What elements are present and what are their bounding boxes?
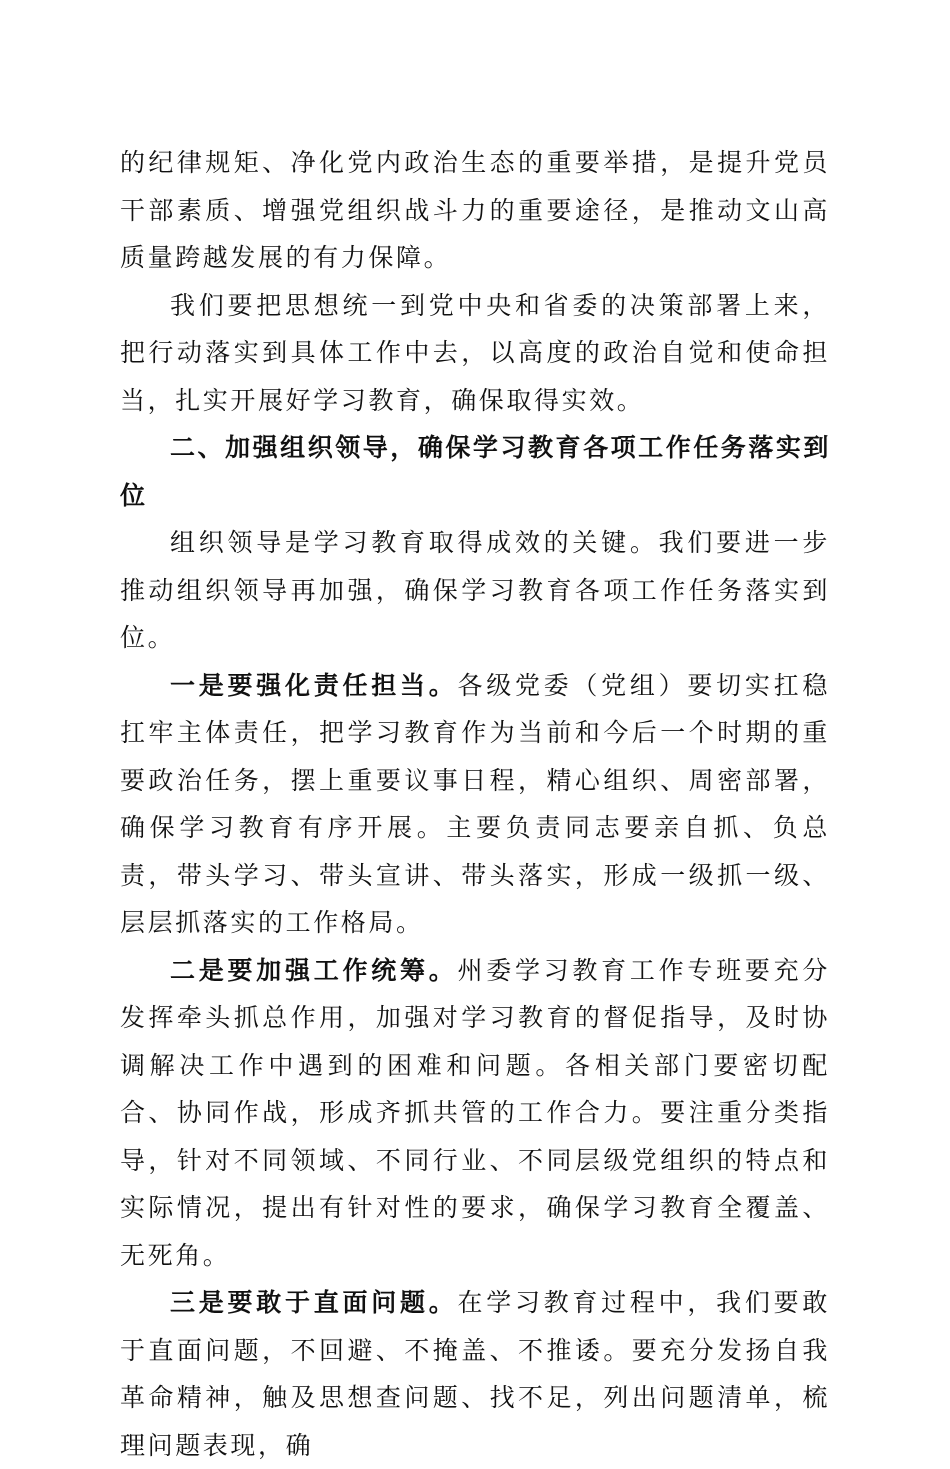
section-heading-2 <box>120 424 830 519</box>
point-lead-text: 一是要强化责任担当。 <box>170 670 458 700</box>
paragraph-text: 的纪律规矩、净化党内政治生态的重要举措，是提升党员干部素质、增强党组织战斗力的重要途径，是推动文山高质量跨越发展的有力保障。 <box>120 148 830 272</box>
point-lead-text: 三是要敢于直面问题。 <box>170 1288 458 1317</box>
paragraph-text: 州委学习教育工作专班要充分发挥牵头抓总作用，加强对学习教育的督促指导，及时协调解决工作中遇到的困难和问题。各相关部门要密切配合、协同作战，形成齐抓共管的工作合力。要注重分类指导，针对不同领域、不同行业、不同层级党组织的特点和实际情况，提出有针对性的要求，确保学习教育全覆盖、无死角。 <box>120 955 830 1270</box>
paragraph-point-3 <box>120 1279 830 1469</box>
paragraph-unify-thinking <box>120 282 830 425</box>
paragraph-text: 组织领导是学习教育取得成效的关键。我们要进一步推动组织领导再加强，确保学习教育各项工作任务落实到位。 <box>120 528 830 652</box>
paragraph-point-1 <box>120 662 830 947</box>
document-body <box>120 139 830 1469</box>
paragraph-text: 在学习教育过程中，我们要敢于直面问题，不回避、不掩盖、不推诿。要充分发扬自我革命精神，触及思想查问题、找不足，列出问题清单，梳理问题表现，确 <box>120 1288 830 1460</box>
section-heading-text: 二、加强组织领导，确保学习教育各项工作任务落实到位 <box>120 433 830 510</box>
paragraph-text: 各级党委（党组）要切实扛稳扛牢主体责任，把学习教育作为当前和今后一个时期的重要政治任务，摆上重要议事日程，精心组织、周密部署，确保学习教育有序开展。主要负责同志要亲自抓、负总责，带头学习、带头宣讲、带头落实，形成一级抓一级、层层抓落实的工作格局。 <box>120 670 830 937</box>
paragraph-point-2 <box>120 947 830 1280</box>
paragraph-text: 我们要把思想统一到党中央和省委的决策部署上来，把行动落实到具体工作中去，以高度的政治自觉和使命担当，扎实开展好学习教育，确保取得实效。 <box>120 290 830 415</box>
paragraph-continuation <box>120 139 830 282</box>
point-lead-text: 二是要加强工作统筹。 <box>170 955 458 985</box>
paragraph-organization-leadership <box>120 519 830 662</box>
